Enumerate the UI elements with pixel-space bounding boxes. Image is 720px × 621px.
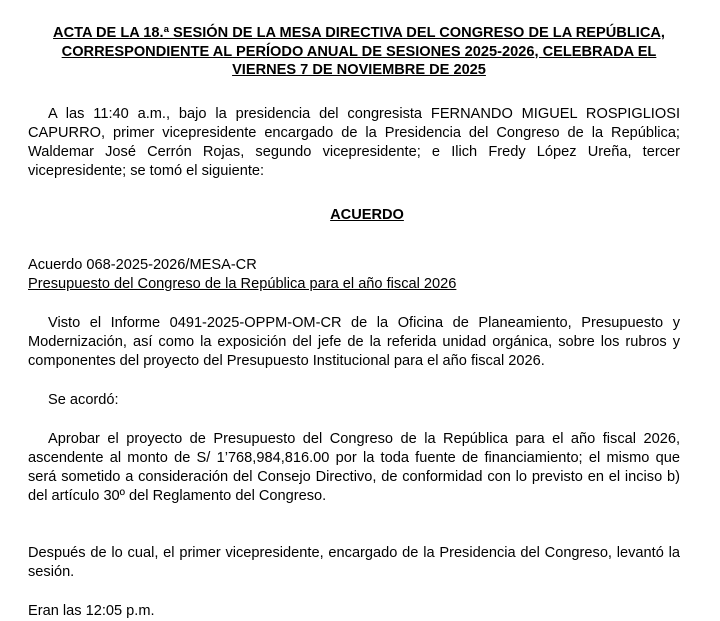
acuerdo-heading: ACUERDO <box>330 206 404 223</box>
title-line-1: ACTA DE LA 18.ª SESIÓN DE LA MESA DIRECTIVA DEL CONGRESO DE LA REPÚBLICA, <box>53 25 665 41</box>
visto-paragraph: Visto el Informe 0491-2025-OPPM-OM-CR de la Oficina de Planeamiento, Presupuesto y Modernización, así como la exposición del jefe de la referida unidad orgánica, sobre los rubros y componentes del proyecto del Presupuesto Institucional para el año fiscal 2026. <box>28 314 680 369</box>
agreement-block <box>28 256 680 294</box>
agreement-number: Acuerdo 068-2025-2026/MESA-CR <box>28 256 257 273</box>
end-time: Eran las 12:05 p.m. <box>28 602 155 619</box>
agreement-subject: Presupuesto del Congreso de la República para el año fiscal 2026 <box>28 275 457 292</box>
resolution-paragraph: Aprobar el proyecto de Presupuesto del Congreso de la República para el año fiscal 2026, ascendente al monto de S/ 1’768,984,816.00 por la toda fuente de financiamiento; el mismo que será sometido a consideración del Consejo Directivo, de conformidad con lo previsto en el inciso b) del artículo 30º del Reglamento del Congreso. <box>28 430 680 504</box>
title-line-2: CORRESPONDIENTE AL PERÍODO ANUAL DE SESIONES 2025-2026, CELEBRADA EL <box>61 43 657 60</box>
intro-paragraph: A las 11:40 a.m., bajo la presidencia del congresista FERNANDO MIGUEL ROSPIGLIOSI CAPURRO, primer vicepresidente encargado de la Presidencia del Congreso de la República; Waldemar José Cerrón Rojas, segundo vicepresidente; e Ilich Fredy López Ureña, tercer vicepresidente; se tomó el siguiente: <box>28 105 680 179</box>
closing-paragraph: Después de lo cual, el primer vicepresidente, encargado de la Presidencia del Congreso, levantó la sesión. <box>28 544 680 580</box>
title-line-3: VIERNES 7 DE NOVIEMBRE DE 2025 <box>232 62 486 78</box>
se-acordo-paragraph: Se acordó: <box>48 391 119 408</box>
document-title <box>28 24 680 80</box>
